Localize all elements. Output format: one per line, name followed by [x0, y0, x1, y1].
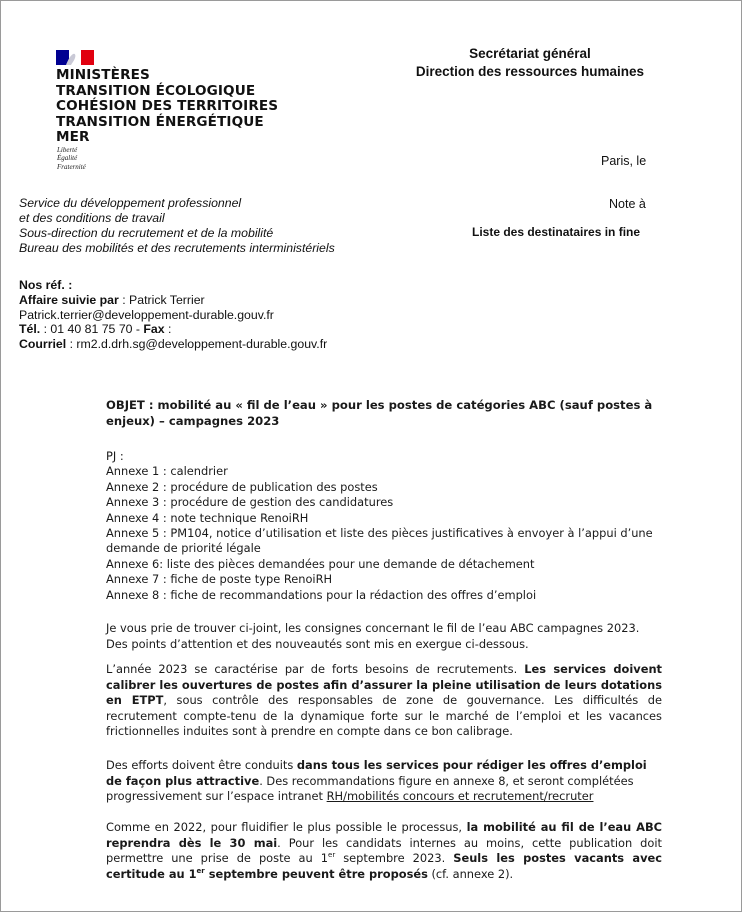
service-line: Bureau des mobilités et des recrutements interministériels [19, 241, 335, 255]
text-run: Des efforts doivent être conduits [106, 758, 297, 772]
ministry-name [56, 68, 278, 146]
note-to-label: Note à [609, 197, 646, 211]
text-run: . Pour les candidats internes au moins, cette publication doit permettre une prise de poste au 1 [106, 835, 663, 866]
attachment-item: Annexe 1 : calendrier [106, 464, 228, 479]
recipients: Liste des destinataires in fine [472, 225, 641, 239]
service-block [19, 196, 335, 256]
attachment-item: Annexe 6: liste des pièces demandées pour une demande de détachement [106, 556, 535, 571]
attachments-list [106, 449, 662, 603]
affaire-value: : Patrick Terrier [118, 292, 205, 307]
ministry-line: COHÉSION DES TERRITOIRES [56, 98, 279, 114]
text-run: . Des recommandations figure en annexe 8, et seront complétées progressivement sur l’espace intranet [106, 773, 634, 804]
service-line: Sous-direction du recrutement et de la mobilité [19, 226, 274, 240]
service-line: Service du développement professionnel [19, 196, 242, 210]
text-run: septembre 2023. [335, 851, 454, 866]
fax-value: : [164, 322, 172, 337]
text-run-bold: dans tous les services pour rédiger les offres d’emploi de façon plus attractive [106, 758, 647, 788]
tel-value: : 01 40 81 75 70 - [40, 322, 144, 337]
ministry-line: TRANSITION ÉCOLOGIQUE [56, 82, 256, 99]
marianne-flag-logo [56, 50, 94, 65]
direction-title: Direction des ressources humaines [415, 64, 644, 79]
motto-line: Liberté [57, 146, 78, 154]
contact-email: Patrick.terrier@developpement-durable.gouv.fr [19, 307, 274, 322]
text-run: septembre peuvent être proposés [204, 866, 428, 881]
paragraph-intro: Je vous prie de trouver ci-joint, les consignes concernant le fil de l’eau ABC campagnes 2023. Des points d’attention et des nouveautés sont mis en exergue ci-dessous. [106, 621, 640, 651]
fax-label: Fax [143, 322, 165, 337]
nos-ref-label: Nos réf. : [19, 278, 73, 292]
paragraph-recruitment [106, 662, 662, 740]
attachment-item: Annexe 4 : note technique RenoiRH [106, 510, 309, 525]
text-run: (cf. annexe 2). [427, 866, 514, 881]
intranet-link[interactable]: RH/mobilités concours et recrutement/recruter [326, 789, 594, 804]
text-run-bold: Les services doivent calibrer les ouvertures de postes afin d’assurer la pleine utilisation de leurs dotations en ETPT [106, 662, 662, 708]
paragraph-offers [106, 758, 662, 805]
place-date: Paris, le [601, 154, 647, 168]
attachment-item: Annexe 2 : procédure de publication des postes [106, 479, 378, 494]
republic-motto [57, 146, 86, 171]
sender-header [416, 45, 644, 81]
courriel-label: Courriel [19, 337, 67, 352]
text-run-bold: la mobilité au fil de l’eau ABC reprendra dès le 30 mai [106, 820, 662, 850]
ministry-line: MINISTÈRES [56, 67, 150, 83]
service-line: et des conditions de travail [19, 211, 165, 225]
motto-line: Fraternité [57, 162, 86, 171]
motto-line: Égalité [57, 154, 78, 163]
attachment-item: Annexe 3 : procédure de gestion des candidatures [106, 495, 394, 510]
attachment-item: demande de priorité légale [106, 541, 261, 556]
attachment-item: Annexe 8 : fiche de recommandations pour la rédaction des offres d’emploi [106, 587, 537, 602]
text-run: , sous contrôle des responsables de zone de gouvernance. Les difficultés de recrutement compte-tenu de la dynamique forte sur le marché de l’emploi et les vacances frictionnelles induites sont à prendre en compte dans ce bon calibrage. [106, 693, 662, 739]
attachment-item: Annexe 7 : fiche de poste type RenoiRH [106, 572, 333, 587]
subject-line: OBJET : mobilité au « fil de l’eau » pour les postes de catégories ABC (sauf postes à enjeux) – campagnes 2023 [106, 398, 653, 428]
tel-label: Tél. [19, 322, 41, 337]
text-run: Seuls les postes vacants avec certitude au 1 [106, 851, 662, 881]
references-block [19, 278, 327, 352]
attachment-item: Annexe 5 : PM104, notice d’utilisation et liste des pièces justificatives à envoyer à l’appui d’une [106, 526, 653, 541]
secretariat-title: Secrétariat général [469, 46, 591, 61]
superscript: er [328, 851, 336, 860]
ministry-line: MER [56, 129, 90, 145]
superscript: er [196, 866, 205, 875]
text-run: L’année 2023 se caractérise par de forts besoins de recrutements. [106, 662, 525, 676]
text-run: Comme en 2022, pour fluidifier le plus possible le processus, [106, 820, 467, 834]
affaire-label: Affaire suivie par [19, 292, 119, 307]
ministry-line: TRANSITION ÉNERGÉTIQUE [56, 113, 264, 130]
pj-label: PJ : [106, 449, 124, 463]
paragraph-schedule [106, 820, 662, 882]
courriel-value: : rm2.d.drh.sg@developpement-durable.gouv.fr [66, 337, 328, 352]
